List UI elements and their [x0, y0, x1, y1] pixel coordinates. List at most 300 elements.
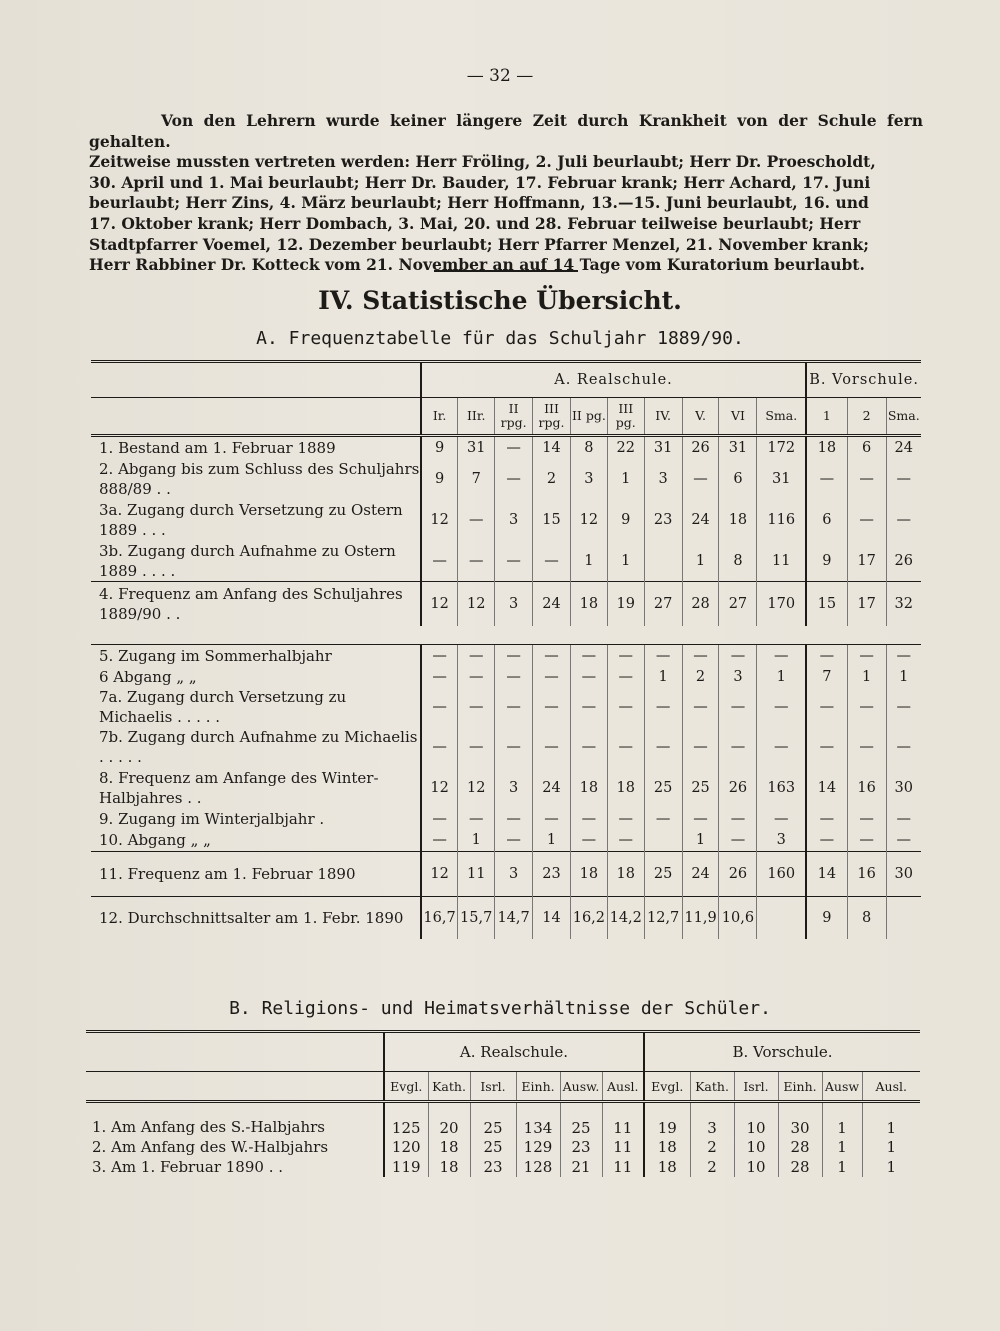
- table-cell: 119: [384, 1157, 428, 1177]
- table-cell: —: [806, 727, 847, 767]
- column-header: Kath.: [690, 1072, 734, 1102]
- table-cell: 22: [607, 436, 644, 460]
- table-cell: 32: [886, 582, 921, 627]
- table-cell: 25: [470, 1137, 516, 1157]
- column-header: Evgl.: [644, 1072, 690, 1102]
- table-row: [91, 667, 921, 687]
- teacher-absence-paragraph: [89, 111, 923, 276]
- column-header-row: [91, 398, 921, 436]
- table-cell: 128: [516, 1157, 560, 1177]
- table-cell: —: [682, 809, 719, 829]
- table-cell: 12: [458, 582, 495, 627]
- group-header-row: [91, 362, 921, 398]
- table-cell: —: [607, 727, 644, 767]
- row-label: 9. Zugang im Winterjalbjahr .: [99, 810, 325, 828]
- column-header: VI: [719, 398, 757, 436]
- frequency-table: [91, 360, 921, 939]
- table-row: [91, 499, 921, 541]
- table-cell: —: [757, 809, 806, 829]
- table-cell: 1: [862, 1102, 920, 1138]
- table-cell: 18: [644, 1157, 690, 1177]
- table-cell: 125: [384, 1102, 428, 1138]
- table-cell: 170: [757, 582, 806, 627]
- paragraph-line: 30. April und 1. Mai beurlaubt; Herr Dr. Bauder, 17. Februar krank; Herr Achard, 17. Juni: [89, 172, 871, 192]
- page-number: — 32 —: [466, 66, 534, 86]
- paragraph-line: Herr Rabbiner Dr. Kotteck vom 21. November an auf 14 Tage vom Kuratorium beurlaubt.: [89, 255, 865, 275]
- table-cell: —: [757, 645, 806, 668]
- table-cell: —: [495, 727, 533, 767]
- table-cell: 3: [719, 667, 757, 687]
- table-cell: —: [533, 809, 571, 829]
- table-row: [86, 1157, 920, 1177]
- table-cell: —: [644, 687, 682, 727]
- table-cell: 26: [719, 767, 757, 809]
- row-label: 11. Frequenz am 1. Februar 1890: [91, 852, 421, 897]
- table-cell: —: [806, 687, 847, 727]
- column-header: Einh.: [516, 1072, 560, 1102]
- table-cell: 25: [644, 852, 682, 897]
- column-header: Sma.: [886, 398, 921, 436]
- table-cell: —: [886, 829, 921, 852]
- table-cell: —: [458, 687, 495, 727]
- row-label: 6 Abgang „ „: [99, 668, 197, 686]
- table-cell: —: [719, 687, 757, 727]
- table-cell: 6: [806, 499, 847, 541]
- table-cell: 18: [607, 852, 644, 897]
- table-cell: 12: [421, 499, 458, 541]
- table-cell: 12: [421, 582, 458, 627]
- table-cell: 11: [458, 852, 495, 897]
- column-header: 2: [847, 398, 886, 436]
- table-cell: —: [495, 541, 533, 582]
- table-cell: 2: [690, 1137, 734, 1157]
- row-label: 3a. Zugang durch Versetzung zu Ostern 1889 . . .: [99, 501, 403, 539]
- table-cell: —: [533, 667, 571, 687]
- table-cell: 7: [458, 459, 495, 499]
- section-divider: [434, 270, 578, 272]
- table-cell: 15,7: [458, 897, 495, 940]
- table-row: [86, 1102, 920, 1138]
- table-cell: 17: [847, 582, 886, 627]
- table-row: [91, 727, 921, 767]
- table-cell: 1: [607, 459, 644, 499]
- table-row: [91, 645, 921, 668]
- table-cell: —: [458, 541, 495, 582]
- table-cell: 12: [570, 499, 607, 541]
- table-cell: 30: [886, 767, 921, 809]
- table-cell: 31: [644, 436, 682, 460]
- table-cell: —: [886, 809, 921, 829]
- table-row: [91, 809, 921, 829]
- row-label: 2. Abgang bis zum Schluss des Schuljahrs 888/89 . .: [99, 460, 420, 498]
- table-cell: 1: [682, 829, 719, 852]
- table-cell: [757, 897, 806, 940]
- table-cell: —: [847, 687, 886, 727]
- spacer-row: [91, 626, 921, 645]
- table-cell: 26: [719, 852, 757, 897]
- table-cell: 1: [886, 667, 921, 687]
- table-cell: 172: [757, 436, 806, 460]
- group-realschule-header: A. Realschule.: [384, 1032, 644, 1072]
- table-row: [86, 1137, 920, 1157]
- table-cell: 8: [719, 541, 757, 582]
- table-cell: 2: [533, 459, 571, 499]
- column-header: Isrl.: [470, 1072, 516, 1102]
- table-cell: —: [757, 727, 806, 767]
- table-cell: —: [607, 809, 644, 829]
- table-cell: 2: [682, 667, 719, 687]
- table-cell: —: [806, 459, 847, 499]
- table-cell: 23: [533, 852, 571, 897]
- table-cell: 25: [470, 1102, 516, 1138]
- table-cell: [644, 829, 682, 852]
- table-cell: —: [886, 499, 921, 541]
- table-cell: 27: [644, 582, 682, 627]
- table-cell: 2: [690, 1157, 734, 1177]
- table-cell: —: [886, 645, 921, 668]
- row-label: 8. Frequenz am Anfange des Winter-Halbjahres . .: [99, 769, 379, 807]
- table-cell: 24: [533, 767, 571, 809]
- paragraph-line: Zeitweise mussten vertreten werden: Herr Fröling, 2. Juli beurlaubt; Herr Dr. Proescholdt,: [89, 152, 876, 172]
- table-cell: —: [806, 645, 847, 668]
- column-header: Ausw: [822, 1072, 862, 1102]
- table-cell: —: [607, 667, 644, 687]
- table-cell: 21: [560, 1157, 602, 1177]
- table-row: [91, 459, 921, 499]
- table-cell: —: [533, 727, 571, 767]
- table-cell: 11,9: [682, 897, 719, 940]
- column-header: Ir.: [421, 398, 458, 436]
- header-blank-cell: [91, 362, 421, 398]
- table-cell: —: [607, 645, 644, 668]
- table-cell: —: [421, 727, 458, 767]
- table-cell: 1: [822, 1102, 862, 1138]
- table-cell: 12: [458, 767, 495, 809]
- table-row: [91, 767, 921, 809]
- table-cell: 1: [862, 1157, 920, 1177]
- row-label: 10. Abgang „ „: [99, 831, 211, 849]
- table-cell: —: [757, 687, 806, 727]
- row-label: 12. Durchschnittsalter am 1. Febr. 1890: [91, 897, 421, 940]
- table-cell: 120: [384, 1137, 428, 1157]
- table-cell: 10,6: [719, 897, 757, 940]
- column-header: II rpg.: [495, 398, 533, 436]
- table-cell: 24: [886, 436, 921, 460]
- table-cell: —: [644, 727, 682, 767]
- table-cell: 9: [607, 499, 644, 541]
- row-label: 3b. Zugang durch Aufnahme zu Ostern 1889 . . . .: [99, 542, 396, 580]
- table-cell: 3: [757, 829, 806, 852]
- table-cell: 3: [570, 459, 607, 499]
- table-cell: 1: [458, 829, 495, 852]
- table-cell: —: [570, 645, 607, 668]
- table-cell: 11: [602, 1157, 644, 1177]
- table-cell: 27: [719, 582, 757, 627]
- table-row: [91, 687, 921, 727]
- table-cell: 19: [644, 1102, 690, 1138]
- table-cell: —: [719, 727, 757, 767]
- table-cell: 18: [644, 1137, 690, 1157]
- table-cell: 1: [570, 541, 607, 582]
- table-cell: —: [682, 645, 719, 668]
- table-cell: 11: [602, 1137, 644, 1157]
- table-cell: 23: [644, 499, 682, 541]
- table-cell: —: [533, 645, 571, 668]
- table-cell: 14,2: [607, 897, 644, 940]
- table-cell: 25: [560, 1102, 602, 1138]
- table-cell: —: [847, 809, 886, 829]
- table-cell: —: [495, 829, 533, 852]
- table-cell: 3: [644, 459, 682, 499]
- table-cell: —: [847, 727, 886, 767]
- table-cell: 7: [806, 667, 847, 687]
- table-cell: —: [495, 645, 533, 668]
- table-cell: 24: [533, 582, 571, 627]
- column-header: Isrl.: [734, 1072, 778, 1102]
- table-cell: —: [421, 667, 458, 687]
- table-cell: 19: [607, 582, 644, 627]
- table-row: [91, 897, 921, 940]
- table-cell: 18: [806, 436, 847, 460]
- table-cell: 8: [847, 897, 886, 940]
- table-cell: 26: [886, 541, 921, 582]
- table-cell: —: [495, 687, 533, 727]
- table-cell: —: [570, 727, 607, 767]
- table-cell: 1: [822, 1157, 862, 1177]
- table-cell: 1: [862, 1137, 920, 1157]
- table-cell: 18: [570, 852, 607, 897]
- table-cell: —: [495, 436, 533, 460]
- table-cell: 26: [682, 436, 719, 460]
- column-header: 1: [806, 398, 847, 436]
- table-cell: 23: [560, 1137, 602, 1157]
- row-label: 1. Bestand am 1. Februar 1889: [91, 436, 421, 460]
- table-cell: —: [570, 809, 607, 829]
- row-label: 5. Zugang im Sommerhalbjahr: [91, 645, 421, 668]
- spacer-cell: [91, 626, 921, 645]
- table-row: [91, 852, 921, 897]
- religion-table-title: B. Religions- und Heimatsverhältnisse der Schüler.: [229, 998, 771, 1019]
- column-header: Ausl.: [862, 1072, 920, 1102]
- table-cell: 1: [682, 541, 719, 582]
- row-label: 3. Am 1. Februar 1890 . .: [92, 1158, 284, 1176]
- table-cell: 30: [886, 852, 921, 897]
- table-cell: 15: [806, 582, 847, 627]
- table-cell: 9: [421, 436, 458, 460]
- table-cell: 1: [822, 1137, 862, 1157]
- table-cell: 10: [734, 1102, 778, 1138]
- table-cell: —: [682, 687, 719, 727]
- column-header-row: [86, 1072, 920, 1102]
- frequency-table-title: A. Frequenztabelle für das Schuljahr 1889/90.: [256, 328, 744, 349]
- table-row: [91, 829, 921, 852]
- column-header: Einh.: [778, 1072, 822, 1102]
- table-cell: —: [421, 829, 458, 852]
- table-cell: 16: [847, 852, 886, 897]
- table-cell: —: [458, 809, 495, 829]
- table-cell: 3: [495, 499, 533, 541]
- table-cell: —: [847, 459, 886, 499]
- table-cell: 1: [757, 667, 806, 687]
- table-cell: 25: [644, 767, 682, 809]
- table-cell: —: [806, 809, 847, 829]
- column-header: IV.: [644, 398, 682, 436]
- table-cell: 3: [495, 582, 533, 627]
- table-cell: 10: [734, 1157, 778, 1177]
- group-vorschule-header: B. Vorschule.: [644, 1032, 920, 1072]
- column-header: II pg.: [570, 398, 607, 436]
- table-cell: —: [533, 687, 571, 727]
- table-row: [91, 541, 921, 582]
- table-cell: —: [570, 829, 607, 852]
- table-cell: —: [421, 809, 458, 829]
- column-header: Sma.: [757, 398, 806, 436]
- table-cell: 20: [428, 1102, 470, 1138]
- table-cell: 6: [847, 436, 886, 460]
- table-cell: —: [644, 645, 682, 668]
- religion-table: [86, 1030, 920, 1177]
- table-cell: —: [886, 727, 921, 767]
- table-cell: 18: [570, 582, 607, 627]
- table-cell: 12: [421, 852, 458, 897]
- table-cell: 14: [533, 436, 571, 460]
- table-cell: —: [719, 809, 757, 829]
- column-header: IIr.: [458, 398, 495, 436]
- table-row: [91, 436, 921, 460]
- table-cell: —: [570, 687, 607, 727]
- table-cell: —: [458, 667, 495, 687]
- header-blank-cell: [86, 1072, 384, 1102]
- header-blank-cell: [91, 398, 421, 436]
- row-label: 4. Frequenz am Anfang des Schuljahres 1889/90 . .: [91, 582, 421, 627]
- table-cell: 18: [428, 1157, 470, 1177]
- group-vorschule-header: B. Vorschule.: [806, 362, 921, 398]
- table-cell: —: [533, 541, 571, 582]
- table-cell: 11: [602, 1102, 644, 1138]
- table-cell: 14: [806, 852, 847, 897]
- table-cell: —: [495, 809, 533, 829]
- table-cell: 28: [778, 1137, 822, 1157]
- table-cell: 25: [682, 767, 719, 809]
- paragraph-line: beurlaubt; Herr Zins, 4. März beurlaubt; Herr Hoffmann, 13.—15. Juni beurlaubt, 16. und: [89, 193, 869, 213]
- table-cell: 1: [533, 829, 571, 852]
- table-cell: —: [682, 727, 719, 767]
- table-cell: 12,7: [644, 897, 682, 940]
- table-cell: 116: [757, 499, 806, 541]
- table-cell: —: [886, 459, 921, 499]
- table-cell: 129: [516, 1137, 560, 1157]
- table-cell: 3: [495, 767, 533, 809]
- table-cell: —: [458, 727, 495, 767]
- table-cell: 12: [421, 767, 458, 809]
- table-cell: 160: [757, 852, 806, 897]
- table-cell: 31: [757, 459, 806, 499]
- group-realschule-header: A. Realschule.: [421, 362, 806, 398]
- table-cell: 3: [690, 1102, 734, 1138]
- table-cell: 18: [719, 499, 757, 541]
- table-cell: —: [495, 459, 533, 499]
- table-row: [91, 582, 921, 627]
- table-cell: 24: [682, 499, 719, 541]
- table-cell: 18: [607, 767, 644, 809]
- column-header: III pg.: [607, 398, 644, 436]
- column-header: Evgl.: [384, 1072, 428, 1102]
- table-cell: 24: [682, 852, 719, 897]
- table-cell: [644, 541, 682, 582]
- table-cell: 1: [607, 541, 644, 582]
- table-cell: 10: [734, 1137, 778, 1157]
- table-cell: —: [495, 667, 533, 687]
- table-cell: 18: [428, 1137, 470, 1157]
- table-cell: 28: [682, 582, 719, 627]
- table-cell: [886, 897, 921, 940]
- table-cell: 30: [778, 1102, 822, 1138]
- table-cell: 8: [570, 436, 607, 460]
- row-label: 1. Am Anfang des S.-Halbjahrs: [86, 1102, 384, 1138]
- table-cell: —: [847, 499, 886, 541]
- table-cell: 6: [719, 459, 757, 499]
- paragraph-line: Von den Lehrern wurde keiner längere Zeit durch Krankheit von der Schule fern gehalten.: [89, 111, 923, 151]
- table-cell: —: [607, 829, 644, 852]
- paragraph-line: 17. Oktober krank; Herr Dombach, 3. Mai, 20. und 28. Februar teilweise beurlaubt; Herr: [89, 213, 861, 233]
- paragraph-line: Stadtpfarrer Voemel, 12. Dezember beurlaubt; Herr Pfarrer Menzel, 21. November krank;: [89, 234, 869, 254]
- row-label: 7b. Zugang durch Aufnahme zu Michaelis . . . . .: [99, 728, 418, 766]
- table-cell: —: [570, 667, 607, 687]
- table-cell: —: [719, 645, 757, 668]
- column-header: Kath.: [428, 1072, 470, 1102]
- table-cell: —: [458, 499, 495, 541]
- table-cell: 23: [470, 1157, 516, 1177]
- table-cell: 16,2: [570, 897, 607, 940]
- table-cell: 134: [516, 1102, 560, 1138]
- table-cell: —: [847, 829, 886, 852]
- header-blank-cell: [86, 1032, 384, 1072]
- table-cell: 15: [533, 499, 571, 541]
- table-cell: —: [421, 541, 458, 582]
- table-cell: —: [644, 809, 682, 829]
- table-cell: 163: [757, 767, 806, 809]
- table-cell: —: [458, 645, 495, 668]
- table-cell: 31: [719, 436, 757, 460]
- table-cell: 28: [778, 1157, 822, 1177]
- table-cell: 14: [533, 897, 571, 940]
- table-cell: —: [421, 645, 458, 668]
- table-cell: 3: [495, 852, 533, 897]
- section-title: IV. Statistische Übersicht.: [318, 286, 682, 315]
- table-cell: —: [421, 687, 458, 727]
- table-cell: 18: [570, 767, 607, 809]
- column-header: V.: [682, 398, 719, 436]
- column-header: Ausl.: [602, 1072, 644, 1102]
- table-cell: —: [682, 459, 719, 499]
- table-cell: 11: [757, 541, 806, 582]
- table-cell: 14: [806, 767, 847, 809]
- table-cell: —: [607, 687, 644, 727]
- table-cell: 1: [847, 667, 886, 687]
- table-cell: 1: [644, 667, 682, 687]
- table-cell: —: [847, 645, 886, 668]
- table-cell: —: [806, 829, 847, 852]
- row-label: 2. Am Anfang des W.-Halbjahrs: [92, 1138, 329, 1156]
- group-header-row: [86, 1032, 920, 1072]
- column-header: III rpg.: [533, 398, 571, 436]
- table-cell: —: [886, 687, 921, 727]
- column-header: Ausw.: [560, 1072, 602, 1102]
- table-cell: —: [719, 829, 757, 852]
- table-cell: 16: [847, 767, 886, 809]
- table-cell: 17: [847, 541, 886, 582]
- table-cell: 31: [458, 436, 495, 460]
